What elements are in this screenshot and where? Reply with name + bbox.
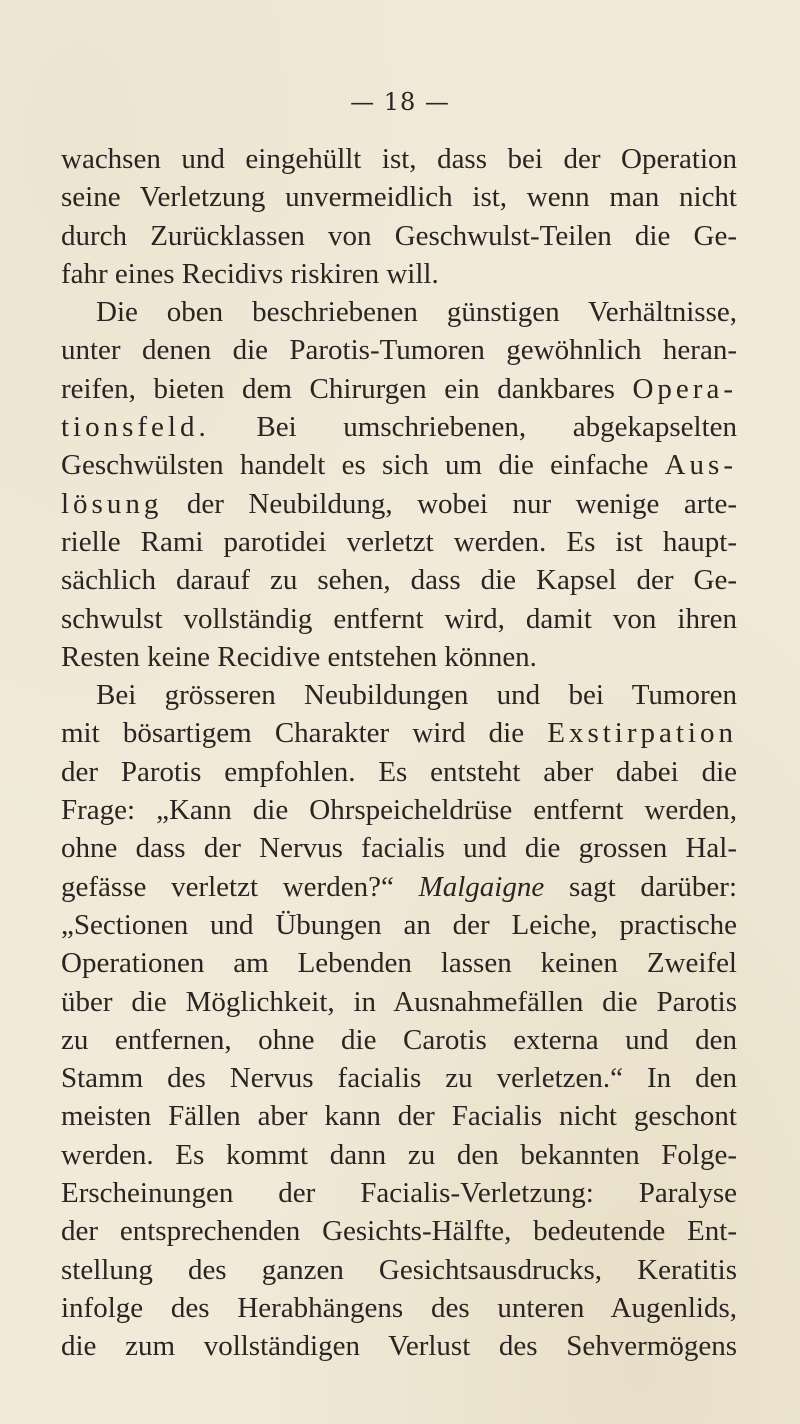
emphasis-spaced: tionsfeld. (61, 411, 210, 444)
text-line: werden. Es kommt dann zu den bekannten Folge- (61, 1138, 737, 1171)
text-line: Resten keine Recidive entstehen können. (61, 640, 537, 673)
text-line: durch Zurücklassen von Geschwulst-Teilen die Ge- (61, 219, 737, 252)
text-line: sächlich darauf zu sehen, dass die Kapsel der Ge- (61, 564, 737, 597)
text-line: gefässe verletzt werden?“ Malgaigne sagt darüber: (61, 870, 737, 903)
emphasis-spaced: Exstirpation (547, 717, 737, 750)
text-line: Bei grösseren Neubildungen und bei Tumoren (96, 679, 737, 712)
text-line: unter denen die Parotis-Tumoren gewöhnlich heran- (61, 334, 737, 367)
page-number: — 18 — (350, 88, 450, 116)
text-line: rielle Rami parotidei verletzt werden. Es ist haupt- (61, 525, 737, 558)
text-line: Frage: „Kann die Ohrspeicheldrüse entfernt werden, (61, 794, 737, 827)
author-name: Malgaigne (418, 870, 545, 903)
text-line: Stamm des Nervus facialis zu verletzen.“ In den (61, 1062, 737, 1095)
emphasis-spaced: Opera- (632, 372, 737, 405)
text-line: der entsprechenden Gesichts-Hälfte, bedeutende Ent- (61, 1215, 737, 1248)
text-line: Geschwülsten handelt es sich um die einfache Aus- (61, 449, 737, 482)
text-line: mit bösartigem Charakter wird die Exstirpation (61, 717, 737, 750)
text-line: tionsfeld. Bei umschriebenen, abgekapselten (61, 411, 737, 444)
text-line: zu entfernen, ohne die Carotis externa und den (61, 1023, 737, 1056)
text-line: wachsen und eingehüllt ist, dass bei der Operation (61, 143, 737, 175)
text-line: fahr eines Recidivs riskiren will. (61, 257, 439, 290)
text-line: Die oben beschriebenen günstigen Verhältnisse, (96, 296, 737, 329)
text-line: reifen, bieten dem Chirurgen ein dankbares Opera- (61, 372, 737, 405)
text-line: Operationen am Lebenden lassen keinen Zweifel (61, 947, 737, 980)
text-line: schwulst vollständig entfernt wird, damit von ihren (61, 602, 737, 635)
emphasis-spaced: lösung (61, 487, 163, 520)
text-line: infolge des Herabhängens des unteren Augenlids, (61, 1291, 737, 1324)
text-line: „Sectionen und Übungen an der Leiche, practische (61, 908, 737, 941)
text-line: ohne dass der Nervus facialis und die grossen Hal- (61, 832, 737, 865)
text-line: seine Verletzung unvermeidlich ist, wenn man nicht (61, 181, 737, 214)
emphasis-spaced: Aus- (664, 449, 737, 482)
text-line: meisten Fällen aber kann der Facialis nicht geschont (61, 1100, 737, 1133)
body-text (61, 140, 737, 1366)
text-line: stellung des ganzen Gesichtsausdrucks, Keratitis (61, 1253, 737, 1286)
text-line: Erscheinungen der Facialis-Verletzung: Paralyse (61, 1177, 737, 1210)
text-line: die zum vollständigen Verlust des Sehvermögens (61, 1330, 737, 1363)
text-line: lösung der Neubildung, wobei nur wenige arte- (61, 487, 737, 520)
text-line: über die Möglichkeit, in Ausnahmefällen die Parotis (61, 985, 737, 1018)
text-line: der Parotis empfohlen. Es entsteht aber dabei die (61, 755, 737, 788)
